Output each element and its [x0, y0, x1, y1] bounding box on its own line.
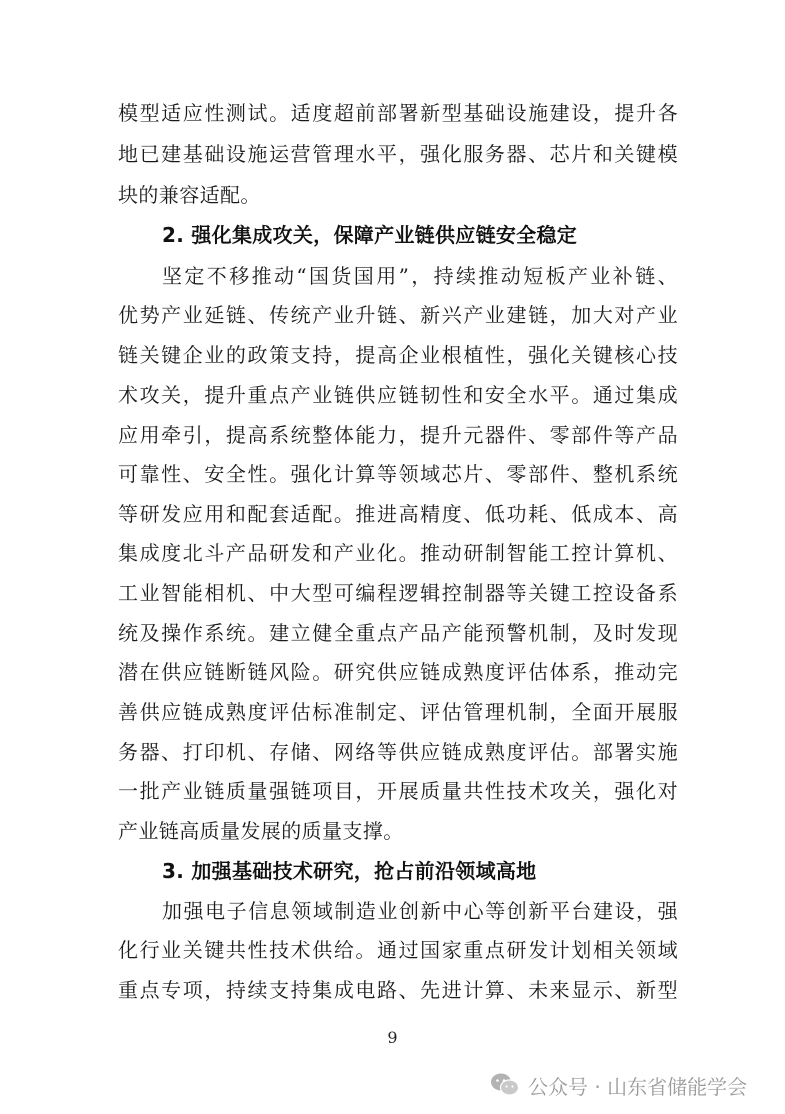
body-text-line: 模型适应性测试。适度超前部署新型基础设施建设，提升各 — [118, 101, 678, 125]
body-text-line: 优势产业延链、传统产业升链、新兴产业建链，加大对产业 — [118, 303, 678, 327]
body-text-line: 统及操作系统。建立健全重点产品产能预警机制，及时发现 — [118, 621, 678, 645]
body-text-line: 块的兼容适配。 — [118, 183, 261, 207]
watermark-text: 公众号 · 山东省储能学会 — [528, 1074, 748, 1099]
body-text-line: 一批产业链质量强链项目，开展质量共性技术攻关，强化对 — [118, 779, 678, 803]
page-number: 9 — [387, 1028, 398, 1047]
body-text-line: 善供应链成熟度评估标准制定、评估管理机制，全面开展服 — [118, 700, 678, 724]
body-text-line: 化行业关键共性技术供给。通过国家重点研发计划相关领域 — [118, 938, 678, 962]
body-text-line: 集成度北斗产品研发和产业化。推动研制智能工控计算机、 — [118, 541, 678, 565]
watermark — [490, 1068, 747, 1102]
body-text-line: 产业链高质量发展的质量支撑。 — [118, 819, 404, 843]
body-text-line: 坚定不移推动“国货国用”，持续推动短板产业补链、 — [162, 264, 678, 288]
section-heading-3: 3. 加强基础技术研究，抢占前沿领域高地 — [162, 859, 537, 883]
body-text-line: 加强电子信息领域制造业创新中心等创新平台建设，强 — [162, 899, 678, 923]
body-text-line: 可靠性、安全性。强化计算等领域芯片、零部件、整机系统 — [118, 462, 678, 486]
section-heading-2: 2. 强化集成攻关，保障产业链供应链安全稳定 — [162, 223, 578, 247]
body-text-line: 链关键企业的政策支持，提高企业根植性，强化关键核心技 — [118, 343, 678, 367]
body-text-line: 应用牵引，提高系统整体能力，提升元器件、零部件等产品 — [118, 423, 678, 447]
body-text-line: 工业智能相机、中大型可编程逻辑控制器等关键工控设备系 — [118, 581, 678, 605]
body-text-line: 重点专项，持续支持集成电路、先进计算、未来显示、新型 — [118, 978, 678, 1002]
body-text-line: 等研发应用和配套适配。推进高精度、低功耗、低成本、高 — [118, 502, 678, 526]
body-text-line: 术攻关，提升重点产业链供应链韧性和安全水平。通过集成 — [118, 383, 678, 407]
body-text-line: 地已建基础设施运营管理水平，强化服务器、芯片和关键模 — [118, 142, 678, 166]
body-text-line: 务器、打印机、存储、网络等供应链成熟度评估。部署实施 — [118, 740, 678, 764]
body-text-line: 潜在供应链断链风险。研究供应链成熟度评估体系，推动完 — [118, 660, 678, 684]
wechat-icon — [490, 1072, 520, 1098]
